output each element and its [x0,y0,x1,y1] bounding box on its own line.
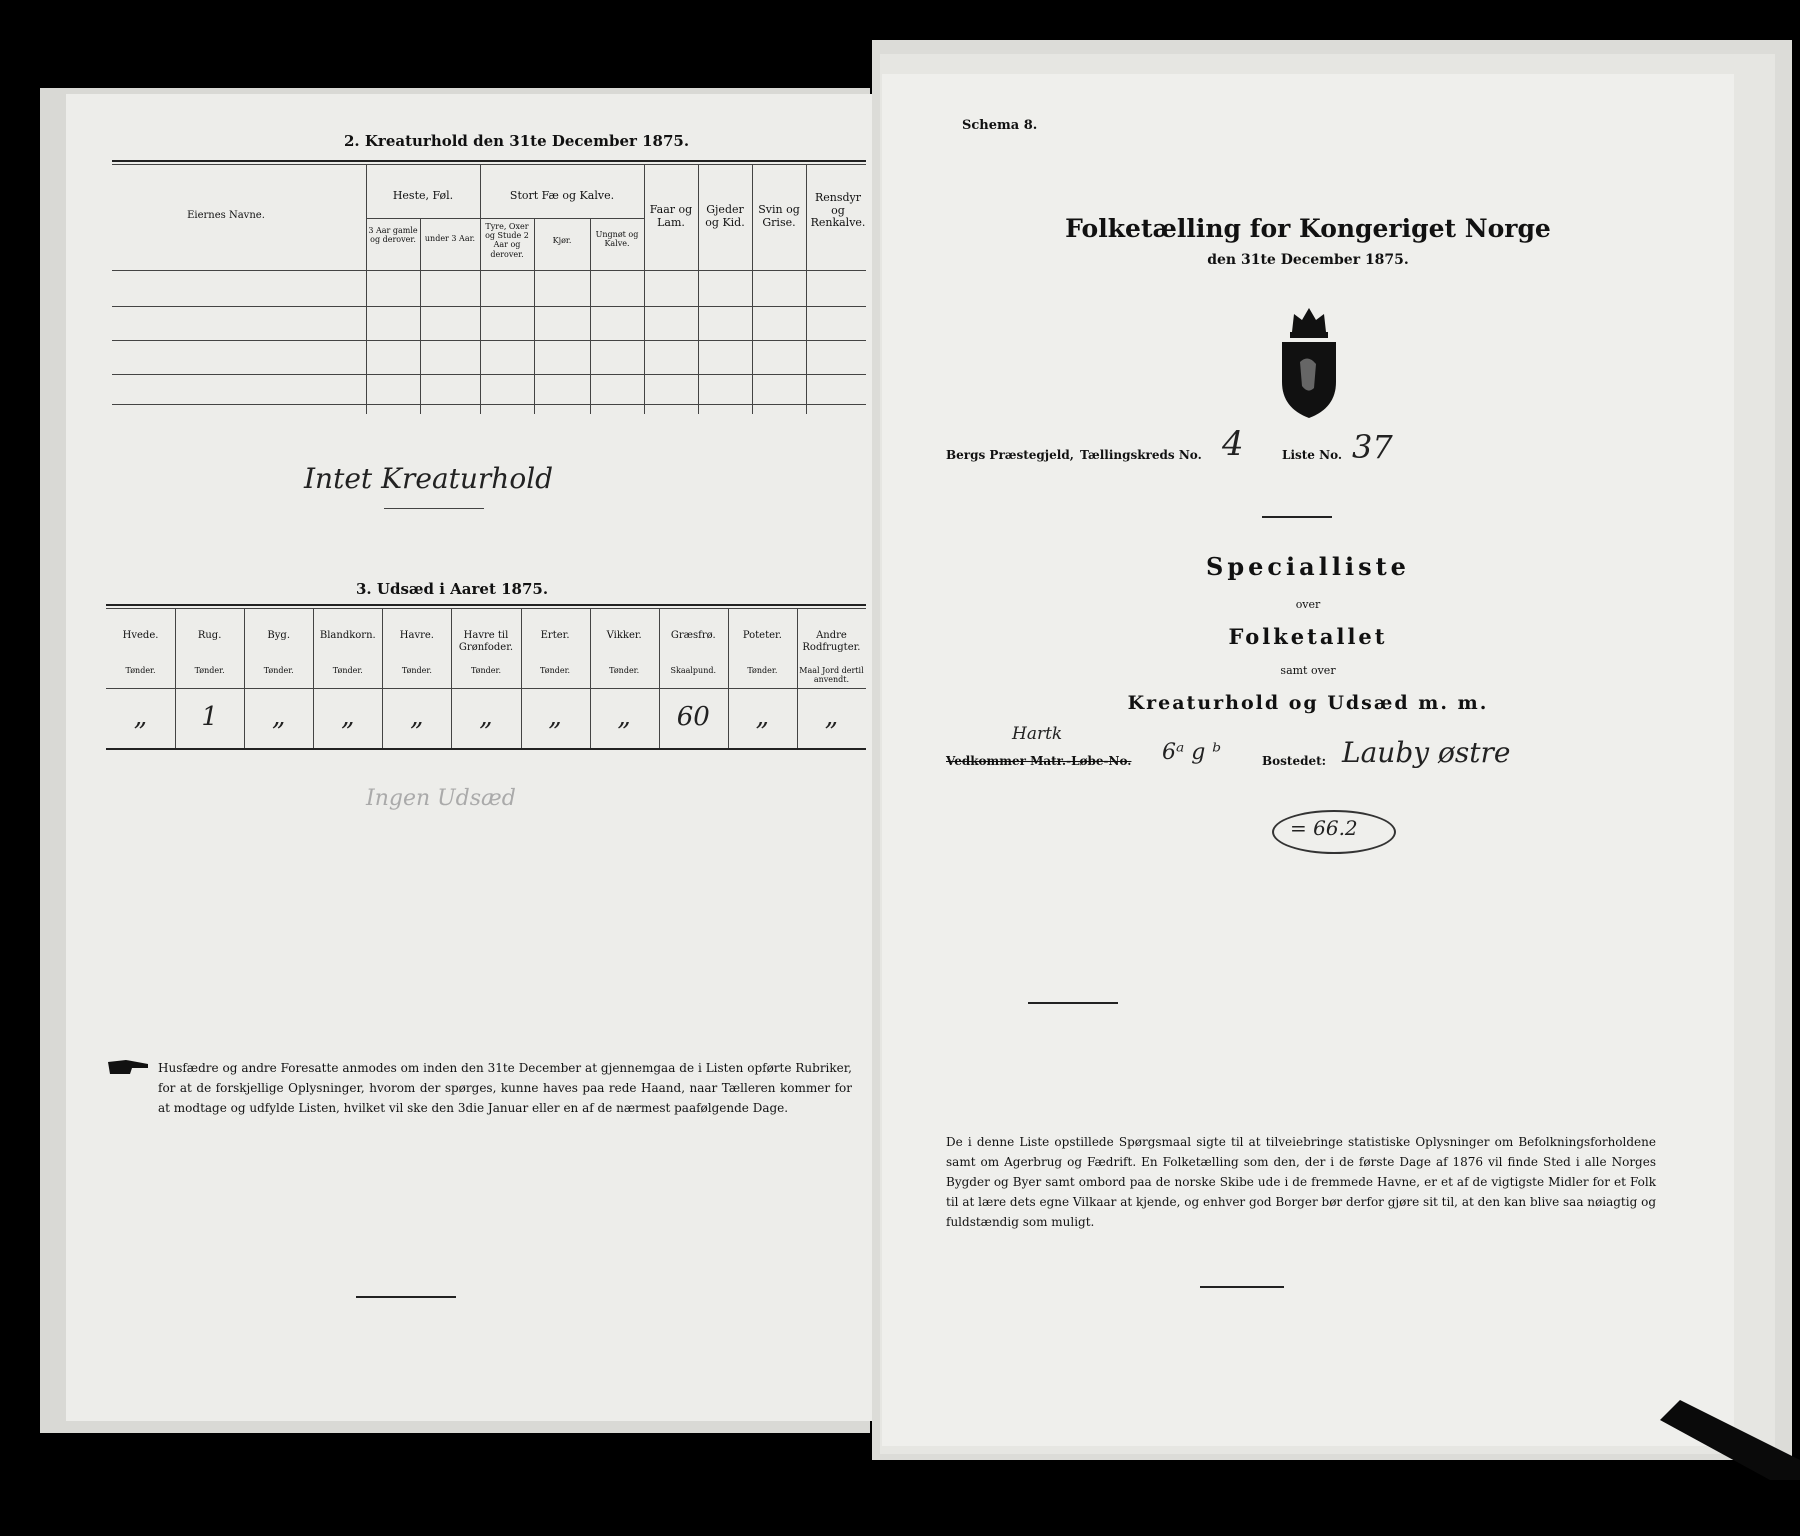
sowing-value: „ [548,702,562,732]
section2-title: 2. Kreaturhold den 31te December 1875. [344,132,690,150]
notice-text: Husfædre og andre Foresatte anmodes om inden den 31te December at gjennemgaa de i Listen opførte Rubriker, for at de forskjellige Oplysninger, hvorom der spørges, kunne haves paa rede Haand, naar Tælleren kommer for at modtage og udfylde Listen, hvilket vil ske den 3die Januar eller en af de nærmest paafølgende Dage. [158,1061,852,1115]
liste-number: 37 [1352,428,1393,466]
section3-title: 3. Udsæd i Aaret 1875. [356,580,549,598]
table-divider [420,218,421,414]
header-cattle-c: Ungnøt og Kalve. [595,230,639,249]
main-subtitle: den 31te December 1875. [1207,252,1409,268]
header-goats: Gjeder og Kid. [705,203,745,229]
sowing-column-unit: Tønder. [125,666,156,675]
right-page [882,74,1734,1446]
header-horses: Heste, Føl. [392,189,454,202]
table-rule [112,270,866,271]
table-rule [106,604,866,606]
sowing-column-unit: Tønder. [747,666,778,675]
sowing-column-unit: Tønder. [263,666,294,675]
sowing-column-header: Vikker. [606,630,642,641]
sowing-column-unit: Skaalpund. [670,666,717,675]
divider [1200,1286,1284,1288]
hartk-annotation: Hartk [1012,724,1063,744]
bosted-label: Bostedet: [1262,754,1327,768]
header-cattle: Stort Fæ og Kalve. [509,189,615,202]
header-reindeer: Rensdyr og Renkalve. [810,191,866,230]
folketallet-heading: Folketallet [1228,624,1388,649]
bosted-value: Lauby østre [1342,736,1511,769]
kreds-label: Tællingskreds No. [1080,448,1202,462]
sowing-value: 1 [201,702,218,732]
sowing-column-unit: Tønder. [401,666,432,675]
pen-icon [1650,1380,1800,1480]
circled-note-text: = 66.2 [1290,816,1358,840]
sowing-value: „ [755,702,770,732]
sowing-column-unit: Maal Jord dertil anvendt. [799,666,864,685]
liste-label: Liste No. [1282,448,1343,462]
table-divider [534,218,535,414]
table-divider [644,164,645,414]
left-page [66,94,872,1421]
sowing-column-unit: Tønder. [332,666,363,675]
table-divider [806,164,807,414]
matr-value: 6ᵃ g ᵇ [1162,740,1222,765]
table-divider [698,164,699,414]
header-sheep: Faar og Lam. [649,203,693,229]
table-row [112,306,866,307]
header-horses-b: under 3 Aar. [424,234,476,243]
kreds-number: 4 [1222,424,1244,464]
sowing-column-header: Hvede. [122,630,159,641]
table-rule [106,608,866,609]
table-rule [366,218,480,219]
divider [1262,516,1332,518]
over-text: over [1295,598,1321,611]
main-title: Folketælling for Kongeriget Norge [1065,214,1551,243]
sowing-value: „ [410,702,424,732]
sowing-column-unit: Tønder. [194,666,225,675]
coat-of-arms-icon [1274,302,1344,422]
sowing-value: „ [133,702,148,732]
table-rule [480,218,644,219]
table-row [112,374,866,375]
table-rule [106,748,866,750]
sowing-column-header: Byg. [267,630,290,641]
signature-faded: Ingen Udsæd [366,786,516,811]
sowing-value: „ [479,702,493,732]
info-paragraph: De i denne Liste opstillede Spørgsmaal sigte til at tilveiebringe statistiske Oplysninger om Befolkningsforholdene samt om Agerbrug og Fædrift. En Folketælling som den, der i de første Dage af 1876 vil finde Sted i alle Norges Bygder og Byer samt ombord paa de norske Skibe ude i de fremmede Havne, er et af de vigtigste Midler for et Folk til at lære dets egne Vilkaar at kjende, og enhver god Borger bør derfor gjøre sit til, at den kan blive saa nøiagtig og fuldstændig som muligt. [946,1135,1656,1229]
parish-label: Bergs Præstegjeld, [946,448,1074,462]
table-rule [112,160,866,162]
sowing-column-header: Havre. [399,630,434,641]
sowing-column-unit: Tønder. [540,666,571,675]
divider [1028,1002,1118,1004]
header-pigs: Svin og Grise. [758,203,800,229]
sowing-column-unit: Tønder. [609,666,640,675]
sowing-column-unit: Tønder. [470,666,501,675]
divider [356,1296,456,1298]
sowing-value: „ [341,702,355,732]
table-row [112,340,866,341]
specialliste-heading: Specialliste [1206,552,1410,581]
matr-label: Vedkommer Matr.-Løbe-No. [946,754,1132,768]
sowing-column-header: Rug. [197,630,222,641]
sowing-column-header: Havre til Grønfoder. [458,630,514,653]
sowing-column-header: Poteter. [742,630,782,641]
table-row [112,404,866,405]
pointing-hand-icon [106,1056,150,1078]
sowing-column-header: Græsfrø. [670,630,716,641]
sowing-value: „ [824,702,839,732]
sowing-value: „ [271,702,286,732]
header-owner: Eiernes Navne. [187,210,265,221]
samt-over-text: samt over [1280,664,1336,677]
sowing-value: „ [617,702,631,732]
handwritten-livestock: Intet Kreaturhold [304,462,554,495]
underline [384,508,484,509]
sowing-value: 60 [676,702,710,732]
kreaturhold-heading: Kreaturhold og Udsæd m. m. [1127,692,1489,714]
sowing-column-header: Blandkorn. [319,630,376,641]
table-rule [106,688,866,689]
header-horses-a: 3 Aar gamle og derover. [368,226,418,245]
sowing-column-header: Erter. [540,630,570,641]
header-cattle-a: Tyre, Oxer og Stude 2 Aar og derover. [485,222,529,259]
schema-label: Schema 8. [962,118,1038,133]
header-cattle-b: Kjør. [552,236,572,245]
table-divider [752,164,753,414]
sowing-column-header: Andre Rodfrugter. [802,630,861,653]
